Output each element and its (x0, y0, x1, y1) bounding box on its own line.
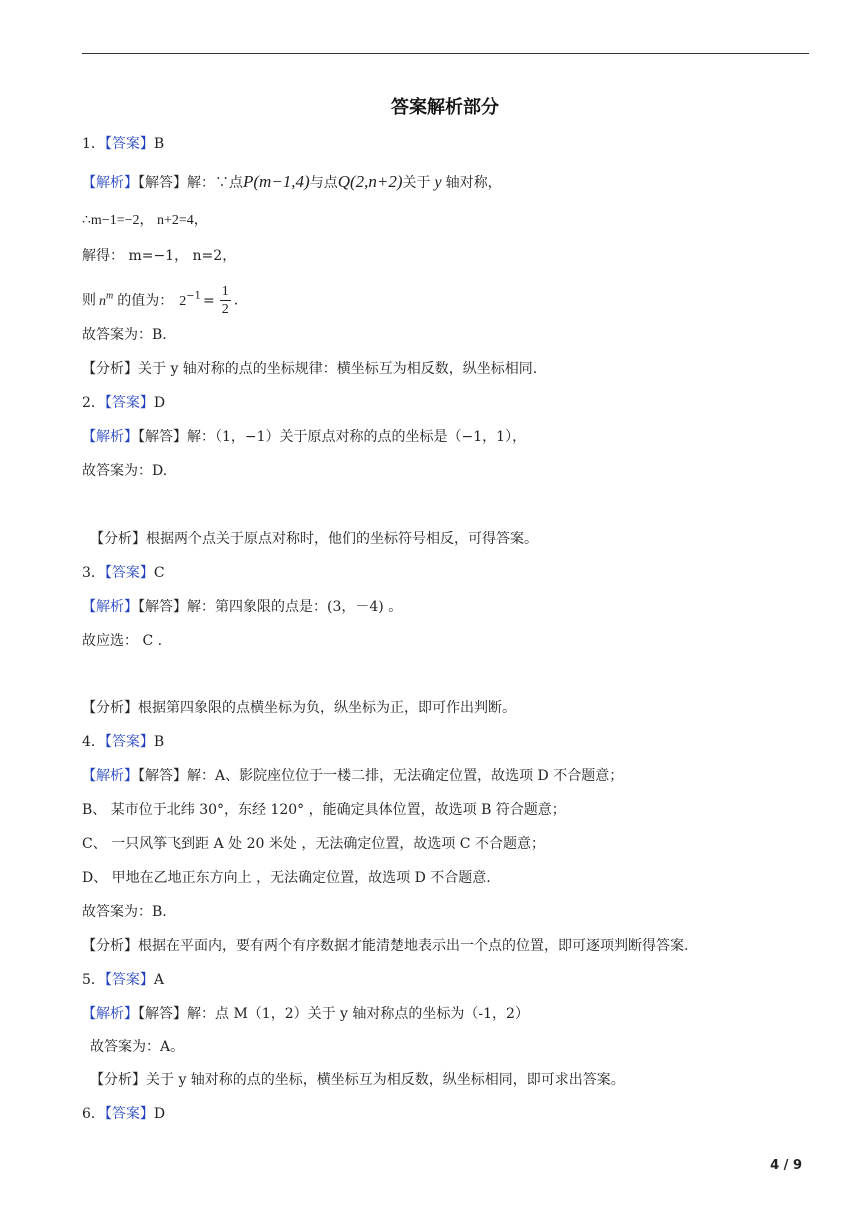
q2-solution-line-1 (82, 427, 526, 447)
q1-answer-line (82, 134, 164, 154)
q4-option-d: D、 甲地在乙地正东方向上 ，无法确定位置，故选项 D 不合题意. (82, 870, 491, 886)
q1-equals: = (202, 292, 215, 309)
fraction-numerator: 1 (221, 284, 229, 299)
answer-tag: 【答案】 (104, 565, 154, 581)
q1-solution-line-3: 解得： m=−1， n=2， (82, 248, 237, 264)
q2-conclusion: 故答案为：D. (82, 463, 168, 479)
q3-conclusion: 故应选： C . (82, 633, 163, 649)
q1-answer: B (153, 136, 165, 152)
q1-period: . (233, 292, 239, 309)
q3-answer: C (153, 565, 165, 581)
jieda-tag: 【解答】 (138, 1006, 187, 1022)
q6-number: 6． (82, 1106, 105, 1122)
q5-solution-line-1 (82, 1004, 529, 1024)
fenxi-tag: 【分析】 (82, 361, 138, 377)
page-number: 4 / 9 (770, 1158, 802, 1173)
q4-answer-line (82, 732, 164, 752)
q1-solution-line-4 (82, 283, 238, 318)
q4-conclusion: 故答案为：B. (82, 904, 167, 920)
q1-base: 2 (179, 293, 187, 309)
fenxi-tag: 【分析】 (90, 531, 146, 547)
q1-text: 解：∵点 (187, 175, 243, 191)
q1-point-p: P(m−1,4) (243, 172, 310, 191)
jiexi-tag: 【解析】 (82, 175, 138, 191)
fraction-denominator: 2 (221, 302, 229, 317)
fenxi-tag: 【分析】 (82, 700, 138, 716)
jiexi-tag: 【解析】 (82, 429, 138, 445)
q1-solution-line-2: ∴m−1=−2， n+2=4， (82, 213, 208, 228)
q1-exponent: −1 (186, 290, 201, 302)
q1-analysis-text: 关于 y 轴对称的点的坐标规律：横坐标互为相反数，纵坐标相同. (138, 361, 538, 377)
jiexi-tag: 【解析】 (82, 599, 138, 615)
q2-answer-line (82, 393, 165, 413)
q5-analysis-text: 关于 y 轴对称的点的坐标，横坐标互为相反数，纵坐标相同，即可求出答案。 (146, 1072, 625, 1088)
q5-conclusion: 故答案为：A。 (90, 1039, 185, 1055)
answer-tag: 【答案】 (104, 395, 154, 411)
q4-option-b: B、 某市位于北纬 30°，东经 120° ，能确定具体位置，故选项 B 符合题意； (82, 802, 566, 818)
q6-answer: D (153, 1106, 166, 1122)
q4-number: 4． (82, 734, 105, 750)
q1-number: 1． (82, 136, 105, 152)
q3-solution-line-1 (82, 597, 402, 617)
q6-answer-line (82, 1104, 165, 1124)
q5-answer-line (82, 970, 164, 990)
fraction-one-half (220, 283, 231, 318)
q4-solution-line-1 (82, 766, 623, 786)
q4-option-c: C、 一只风筝飞到距 A 处 20 米处 ，无法确定位置，故选项 C 不合题意； (82, 836, 545, 852)
q1-n: n (99, 293, 106, 309)
answer-tag: 【答案】 (104, 972, 154, 988)
jieda-tag: 【解答】 (138, 599, 187, 615)
q1-text: 的值为： (117, 292, 174, 309)
answer-tag: 【答案】 (104, 734, 154, 750)
q2-analysis-text: 根据两个点关于原点对称时，他们的坐标符号相反，可得答案。 (146, 531, 538, 547)
q1-y-symbol: y (434, 174, 442, 191)
q2-text: 解：（1，−1）关于原点对称的点的坐标是（−1，1）， (187, 429, 527, 445)
q4-text: 解：A、影院座位位于一楼二排，无法确定位置，故选项 D 不合题意； (187, 768, 624, 784)
q3-analysis-text: 根据第四象限的点横坐标为负，纵坐标为正，即可作出判断。 (138, 700, 516, 716)
q2-analysis (90, 529, 538, 549)
q1-text: 轴对称， (445, 175, 502, 191)
q4-answer: B (153, 734, 165, 750)
jieda-tag: 【解答】 (138, 768, 187, 784)
jieda-tag: 【解答】 (138, 429, 187, 445)
q1-text: 关于 (402, 175, 431, 191)
header-rule (82, 53, 809, 54)
q1-solution-line-1 (82, 172, 502, 193)
answer-tag: 【答案】 (104, 1106, 154, 1122)
q3-analysis (82, 698, 516, 718)
jiexi-tag: 【解析】 (82, 1006, 138, 1022)
q1-text: 则 (82, 292, 96, 309)
fenxi-tag: 【分析】 (82, 938, 138, 954)
q4-analysis-text: 根据在平面内，要有两个有序数据才能清楚地表示出一个点的位置，即可逐项判断得答案. (138, 938, 689, 954)
q1-m-exponent: m (106, 290, 114, 302)
q1-conclusion: 故答案为：B. (82, 327, 167, 343)
q5-analysis (90, 1070, 625, 1090)
q1-point-q: Q(2,n+2) (337, 172, 403, 191)
q5-answer: A (153, 972, 165, 988)
q1-analysis (82, 359, 537, 379)
q5-text: 解：点 M（1，2）关于 y 轴对称点的坐标为（-1，2） (187, 1006, 529, 1022)
q1-text: 与点 (309, 175, 338, 191)
jieda-tag: 【解答】 (138, 175, 187, 191)
q3-number: 3． (82, 565, 105, 581)
q4-analysis (82, 936, 688, 956)
q2-answer: D (153, 395, 166, 411)
fenxi-tag: 【分析】 (90, 1072, 146, 1088)
page-title: 答案解析部分 (391, 97, 499, 118)
q3-answer-line (82, 563, 165, 583)
q3-text: 解：第四象限的点是：(3，－4) 。 (187, 599, 403, 615)
q5-number: 5． (82, 972, 105, 988)
jiexi-tag: 【解析】 (82, 768, 138, 784)
q2-number: 2． (82, 395, 105, 411)
answer-tag: 【答案】 (104, 136, 154, 152)
